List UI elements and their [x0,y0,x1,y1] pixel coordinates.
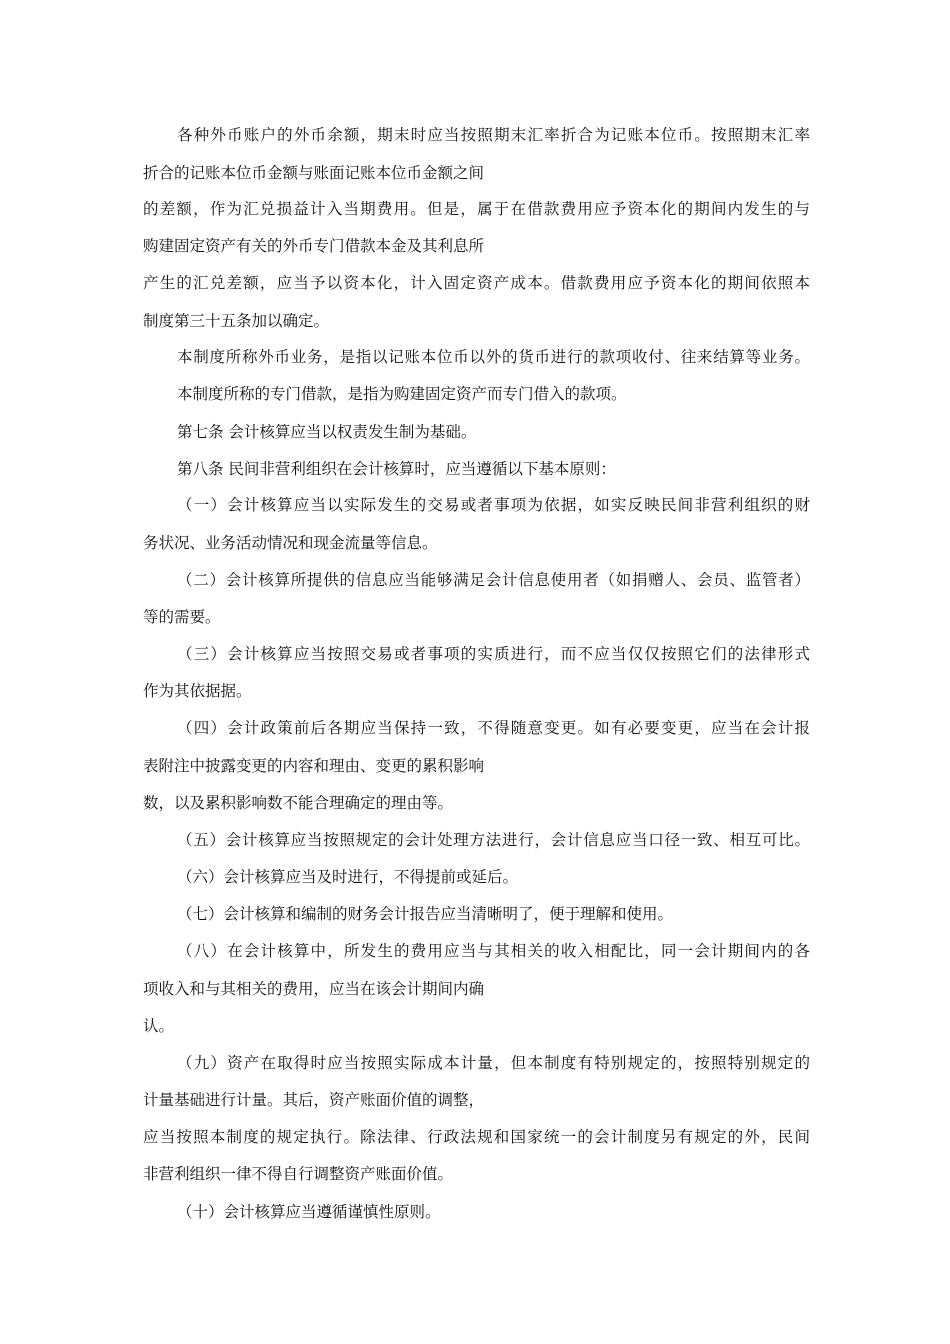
principle-line: （五）会计核算应当按照规定的会计处理方法进行，会计信息应当口径一致、相互可比。 [177,831,810,849]
paragraph-line: 本制度所称外币业务，是指以记账本位币以外的货币进行的款项收付、往来结算等业务。 [177,348,810,366]
principle-line: 等的需要。 [143,608,221,626]
principle-line: （四）会计政策前后各期应当保持一致，不得随意变更。如有必要变更，应当在会计报 [177,719,810,737]
principle-line: （二）会计核算所提供的信息应当能够满足会计信息使用者（如捐赠人、会员、监管者） [177,571,810,589]
paragraph-line: 产生的汇兑差额，应当予以资本化，计入固定资产成本。借款费用应予资本化的期间依照本 [143,274,810,292]
principle-line: （三）会计核算应当按照交易或者事项的实质进行，而不应当仅仅按照它们的法律形式 [177,645,810,663]
principle-line: （六）会计核算应当及时进行，不得提前或延后。 [177,868,519,886]
paragraph-line: 制度第三十五条加以确定。 [143,312,330,330]
paragraph-line: 购建固定资产有关的外币专门借款本金及其利息所 [143,237,485,255]
paragraph-line: 折合的记账本位币金额与账面记账本位币金额之间 [143,164,485,182]
principle-line: 务状况、业务活动情况和现金流量等信息。 [143,534,438,552]
principle-line: （一）会计核算应当以实际发生的交易或者事项为依据，如实反映民间非营利组织的财 [177,496,810,514]
principle-line: 计量基础进行计量。其后，资产账面价值的调整， [143,1091,485,1109]
principle-line: 表附注中披露变更的内容和理由、变更的累积影响 [143,757,485,775]
article-line: 第八条 民间非营利组织在会计核算时，应当遵循以下基本原则： [177,460,616,478]
principle-line: 认。 [143,1017,175,1035]
principle-line: （九）资产在取得时应当按照实际成本计量，但本制度有特别规定的，按照特别规定的 [177,1054,810,1072]
principle-line: 数，以及累积影响数不能合理确定的理由等。 [143,794,454,812]
paragraph-line: 本制度所称的专门借款，是指为购建固定资产而专门借入的款项。 [177,385,627,403]
paragraph-line: 的差额，作为汇兑损益计入当期费用。但是，属于在借款费用应予资本化的期间内发生的与 [143,200,810,218]
article-line: 第七条 会计核算应当以权责发生制为基础。 [177,423,477,441]
principle-line: 项收入和与其相关的费用，应当在该会计期间内确 [143,980,485,998]
principle-line: 应当按照本制度的规定执行。除法律、行政法规和国家统一的会计制度另有规定的外，民间 [143,1128,810,1146]
principle-line: （十）会计核算应当遵循谨慎性原则。 [177,1203,441,1221]
principle-line: （七）会计核算和编制的财务会计报告应当清晰明了，便于理解和使用。 [177,905,674,923]
principle-line: （八）在会计核算中，所发生的费用应当与其相关的收入相配比，同一会计期间内的各 [177,942,810,960]
principle-line: 非营利组织一律不得自行调整资产账面价值。 [143,1165,454,1183]
principle-line: 作为其依据据。 [143,682,252,700]
paragraph-line: 各种外币账户的外币余额，期末时应当按照期末汇率折合为记账本位币。按照期末汇率 [177,126,810,144]
